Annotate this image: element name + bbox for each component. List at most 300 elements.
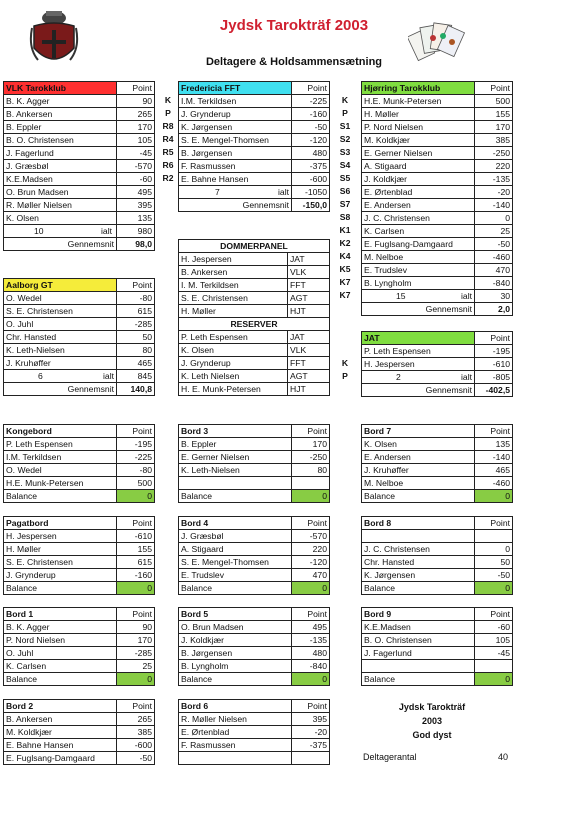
player-name: K. Carlsen (362, 225, 475, 238)
balance-value: 0 (475, 582, 513, 595)
player-points: 480 (292, 647, 330, 660)
panel-row (179, 357, 330, 370)
player-row (362, 199, 513, 212)
player-row (4, 292, 155, 305)
balance-label: Balance (179, 490, 292, 503)
player-name: E. Trudslev (362, 264, 475, 277)
player-row (4, 305, 155, 318)
board-row (4, 621, 155, 634)
player-name: O. Wedel (4, 464, 117, 477)
board-row (179, 634, 330, 647)
role-label: R4 (162, 134, 174, 144)
player-points: 500 (117, 477, 155, 490)
footer-greeting: God dyst (412, 730, 452, 740)
player-points: 170 (292, 438, 330, 451)
board-row (179, 451, 330, 464)
player-points: 105 (475, 634, 513, 647)
player-points: -20 (292, 726, 330, 739)
balance-value: 0 (292, 490, 330, 503)
player-name: E. Bahne Hansen (179, 173, 292, 186)
board-row (362, 477, 513, 490)
player-name: B. K. Agger (4, 621, 117, 634)
player-points: 470 (292, 569, 330, 582)
board-row (362, 530, 513, 543)
player-name (179, 477, 292, 490)
player-points: 615 (117, 305, 155, 318)
board-row (362, 660, 513, 673)
player-row (4, 147, 155, 160)
panel-row (179, 253, 330, 266)
player-points: -225 (117, 451, 155, 464)
player-name: P. Leth Espensen (362, 345, 475, 358)
player-row (179, 173, 330, 186)
player-name: J. Græsbøl (4, 160, 117, 173)
player-points: 50 (117, 331, 155, 344)
balance-label: Balance (4, 582, 117, 595)
player-row (4, 108, 155, 121)
board-row (179, 726, 330, 739)
balance-label: Balance (179, 582, 292, 595)
player-points: -135 (475, 173, 513, 186)
panel-name: H. Jespersen (179, 253, 288, 266)
board-name: Kongebord (4, 425, 117, 438)
player-points: 265 (117, 713, 155, 726)
panel-club: HJT (288, 305, 330, 318)
board-table: Bord 5 Point O. Brun Madsen 495 J. Koldkjær -135 B. Jørgensen 480 B. Lyngholm -840 Balance 0 (178, 607, 330, 686)
player-name: J. Fagerlund (4, 147, 117, 160)
role-label: K7 (339, 277, 351, 287)
player-name: J. Græsbøl (179, 530, 292, 543)
player-name: M. Koldkjær (362, 134, 475, 147)
board-table: Bord 6 Point R. Møller Nielsen 395 E. Ørtenblad -20 F. Rasmussen -375 (178, 699, 330, 765)
team-table-hjorring: Hjørring Tarokklub Point H.E. Munk-Petersen 500 H. Møller 155 P. Nord Nielsen 170 M. Koldkjær 385 E. Gerner Nielsen -250 A. Stigaard 220 J. Koldkjær -135 E. Ørtenblad -20 E. Andersen -140 J. C. Christensen 0 K. Carlsen 25 E. Fuglsang-Damgaard -50 M. Nelboe -460 E. Trudslev 470 B. Lyngholm -840 15 ialt 30 Gennemsnit 2,0 (361, 81, 513, 316)
player-row (4, 212, 155, 225)
player-name: K. Leth-Nielsen (179, 464, 292, 477)
board-table: Bord 8 Point J. C. Christensen 0 Chr. Hansted 50 K. Jørgensen -50 Balance 0 (361, 516, 513, 595)
player-name: E. Ørtenblad (362, 186, 475, 199)
balance-value: 0 (475, 490, 513, 503)
role-label: S5 (339, 173, 351, 183)
player-name: P. Leth Espensen (4, 438, 117, 451)
role-label: K1 (339, 225, 351, 235)
panel-row (179, 383, 330, 396)
player-points: -160 (292, 108, 330, 121)
board-row (179, 660, 330, 673)
player-name: P. Nord Nielsen (362, 121, 475, 134)
player-name: B. Eppler (179, 438, 292, 451)
player-points: 80 (292, 464, 330, 477)
player-row (362, 225, 513, 238)
board-table: Bord 3 Point B. Eppler 170 E. Gerner Nielsen -250 K. Leth-Nielsen 80 Balance 0 (178, 424, 330, 503)
role-label: K (164, 95, 172, 105)
player-points: -50 (475, 569, 513, 582)
player-points: -570 (117, 160, 155, 173)
dommerpanel-table: DOMMERPANEL H. Jespersen JAT B. Ankersen VLK I. M. Terkildsen FFT S. E. Christensen AGT H. Møller HJT RESERVER P. Leth Espensen JAT K. Olsen VLK J. Grynderup FFT K. Leth Nielsen AGT H. E. Munk-Petersen HJT (178, 239, 330, 396)
player-points: -60 (117, 173, 155, 186)
panel-row (179, 370, 330, 383)
player-name: K. Jørgensen (179, 121, 292, 134)
player-points: -160 (117, 569, 155, 582)
player-name: K. Leth-Nielsen (4, 344, 117, 357)
panel-club: FFT (288, 357, 330, 370)
panel-club: VLK (288, 344, 330, 357)
player-points (475, 530, 513, 543)
player-points: 105 (117, 134, 155, 147)
player-name: Chr. Hansted (362, 556, 475, 569)
player-row (362, 212, 513, 225)
player-row (362, 238, 513, 251)
player-name: E. Gerner Nielsen (362, 147, 475, 160)
player-points: -250 (292, 451, 330, 464)
player-name: E. Bahne Hansen (4, 739, 117, 752)
player-name: B. Ankersen (4, 108, 117, 121)
player-name: M. Nelboe (362, 251, 475, 264)
player-points: -285 (117, 647, 155, 660)
player-name: H. Møller (362, 108, 475, 121)
panel-name: P. Leth Espensen (179, 331, 288, 344)
player-points: -250 (475, 147, 513, 160)
player-name: H.E. Munk-Petersen (4, 477, 117, 490)
player-points: -375 (292, 160, 330, 173)
player-row (179, 121, 330, 134)
player-points: 385 (475, 134, 513, 147)
panel-club: AGT (288, 292, 330, 305)
player-row (362, 277, 513, 290)
player-name: H.E. Munk-Petersen (362, 95, 475, 108)
team-table-jat: JAT Point P. Leth Espensen -195 H. Jespersen -610 2 ialt -805 Gennemsnit -402,5 (361, 331, 513, 397)
player-name: O. Brun Madsen (179, 621, 292, 634)
role-label: K7 (339, 290, 351, 300)
board-row (4, 726, 155, 739)
balance-value: 0 (117, 673, 155, 686)
player-points: 0 (475, 212, 513, 225)
role-label: R5 (162, 147, 174, 157)
player-row (4, 199, 155, 212)
player-points (475, 660, 513, 673)
panel-name: H. Møller (179, 305, 288, 318)
player-row (4, 318, 155, 331)
board-row (4, 477, 155, 490)
player-name: J. Grynderup (179, 108, 292, 121)
role-label: S3 (339, 147, 351, 157)
player-row (4, 134, 155, 147)
board-name: Bord 9 (362, 608, 475, 621)
role-label: R2 (162, 173, 174, 183)
board-name: Pagatbord (4, 517, 117, 530)
player-name: K. Olsen (4, 212, 117, 225)
board-row (4, 464, 155, 477)
board-table: Bord 2 Point B. Ankersen 265 M. Koldkjær 385 E. Bahne Hansen -600 E. Fuglsang-Damgaard -50 (3, 699, 155, 765)
playing-cards-icon (408, 18, 468, 70)
role-label: S2 (339, 134, 351, 144)
player-points: -570 (292, 530, 330, 543)
panel-club: JAT (288, 253, 330, 266)
player-points: -120 (292, 134, 330, 147)
board-row (362, 451, 513, 464)
board-row (179, 556, 330, 569)
player-points: -120 (292, 556, 330, 569)
player-row (362, 108, 513, 121)
role-label: P (342, 108, 348, 118)
player-name: S. E. Mengel-Thomsen (179, 556, 292, 569)
role-label: K5 (339, 264, 351, 274)
board-name: Bord 5 (179, 608, 292, 621)
player-points: 155 (117, 543, 155, 556)
board-row (4, 739, 155, 752)
player-points: 385 (117, 726, 155, 739)
panel-row (179, 292, 330, 305)
player-points: -50 (117, 752, 155, 765)
player-points: -195 (475, 345, 513, 358)
role-label: S1 (339, 121, 351, 131)
player-row (4, 186, 155, 199)
player-name: S. E. Christensen (4, 556, 117, 569)
player-points: 0 (475, 543, 513, 556)
board-row (4, 752, 155, 765)
player-points: 465 (475, 464, 513, 477)
balance-value: 0 (292, 582, 330, 595)
player-name: I.M. Terkildsen (179, 95, 292, 108)
balance-value: 0 (292, 673, 330, 686)
player-name: E. Fuglsang-Damgaard (4, 752, 117, 765)
balance-value: 0 (475, 673, 513, 686)
board-name: Bord 3 (179, 425, 292, 438)
player-row (179, 160, 330, 173)
player-name: K. Jørgensen (362, 569, 475, 582)
player-row (4, 95, 155, 108)
panel-club: VLK (288, 266, 330, 279)
player-name: J. Grynderup (4, 569, 117, 582)
player-points: -600 (292, 173, 330, 186)
player-name: A. Stigaard (362, 160, 475, 173)
player-points: 170 (117, 121, 155, 134)
player-points: 135 (475, 438, 513, 451)
player-name: J. C. Christensen (362, 543, 475, 556)
board-row (4, 530, 155, 543)
role-label: S8 (339, 212, 351, 222)
board-row (4, 660, 155, 673)
player-row (362, 121, 513, 134)
player-points: 135 (117, 212, 155, 225)
player-name: B. Lyngholm (362, 277, 475, 290)
player-points: 495 (117, 186, 155, 199)
footer-title: Jydsk Tarokträf (398, 702, 466, 712)
player-points: -840 (475, 277, 513, 290)
board-row (179, 647, 330, 660)
balance-label: Balance (362, 582, 475, 595)
panel-club: HJT (288, 383, 330, 396)
participant-count-label: Deltagerantal (363, 752, 417, 762)
player-name: B. Jørgensen (179, 647, 292, 660)
player-points: -610 (475, 358, 513, 371)
role-label: K2 (339, 238, 351, 248)
player-row (362, 134, 513, 147)
player-name: B. O. Christensen (362, 634, 475, 647)
player-name: O. Juhl (4, 318, 117, 331)
team-table-fft: Fredericia FFT Point I.M. Terkildsen -225 J. Grynderup -160 K. Jørgensen -50 S. E. Mengel-Thomsen -120 B. Jørgensen 480 F. Rasmussen -375 E. Bahne Hansen -600 7 ialt -1050 Gennemsnit -150,0 (178, 81, 330, 212)
board-name: Bord 4 (179, 517, 292, 530)
role-label: K (341, 358, 349, 368)
board-row (4, 451, 155, 464)
player-name: J. C. Christensen (362, 212, 475, 225)
player-name: M. Nelboe (362, 477, 475, 490)
board-row (362, 634, 513, 647)
player-name: I.M. Terkildsen (4, 451, 117, 464)
player-points: 465 (117, 357, 155, 370)
board-name: Bord 2 (4, 700, 117, 713)
board-row (179, 621, 330, 634)
player-points: -460 (475, 251, 513, 264)
role-label: P (165, 108, 171, 118)
player-name: A. Stigaard (179, 543, 292, 556)
role-label: K4 (339, 251, 351, 261)
player-row (4, 173, 155, 186)
footer-year: 2003 (421, 716, 443, 726)
player-name: E. Trudslev (179, 569, 292, 582)
player-row (362, 345, 513, 358)
panel-club: FFT (288, 279, 330, 292)
player-points: 500 (475, 95, 513, 108)
team-table-vlk: VLK Tarokklub Point B. K. Agger 90 B. Ankersen 265 B. Eppler 170 B. O. Christensen 105 J. Fagerlund -45 J. Græsbøl -570 K.E.Madsen -60 O. Brun Madsen 495 R. Møller Nielsen 395 K. Olsen 135 10 ialt 980 Gennemsnit 98,0 (3, 81, 155, 251)
player-points (292, 477, 330, 490)
player-row (362, 95, 513, 108)
board-row (362, 464, 513, 477)
panel-row (179, 279, 330, 292)
panel-row (179, 305, 330, 318)
player-row (179, 147, 330, 160)
player-row (4, 160, 155, 173)
board-name: Bord 1 (4, 608, 117, 621)
board-row (4, 713, 155, 726)
player-name (362, 660, 475, 673)
panel-name: J. Grynderup (179, 357, 288, 370)
player-row (4, 331, 155, 344)
team-name: VLK Tarokklub (4, 82, 117, 95)
player-points: 155 (475, 108, 513, 121)
board-row (4, 569, 155, 582)
player-name: E. Andersen (362, 451, 475, 464)
board-row (362, 621, 513, 634)
player-name: E. Fuglsang-Damgaard (362, 238, 475, 251)
panel-club: JAT (288, 331, 330, 344)
player-name: H. Jespersen (4, 530, 117, 543)
player-points: 25 (475, 225, 513, 238)
page-title: Jydsk Tarokträf 2003 (219, 17, 369, 34)
player-points: 495 (292, 621, 330, 634)
player-name: E. Ørtenblad (179, 726, 292, 739)
balance-label: Balance (362, 673, 475, 686)
player-name: R. Møller Nielsen (4, 199, 117, 212)
player-points: -610 (117, 530, 155, 543)
player-row (362, 358, 513, 371)
player-name: B. Eppler (4, 121, 117, 134)
balance-label: Balance (4, 673, 117, 686)
player-points: -20 (475, 186, 513, 199)
player-points: -45 (117, 147, 155, 160)
board-table: Bord 4 Point J. Græsbøl -570 A. Stigaard 220 S. E. Mengel-Thomsen -120 E. Trudslev 470 Balance 0 (178, 516, 330, 595)
player-points: -285 (117, 318, 155, 331)
player-name: S. E. Mengel-Thomsen (179, 134, 292, 147)
board-row (362, 569, 513, 582)
player-name: S. E. Christensen (4, 305, 117, 318)
player-points: 470 (475, 264, 513, 277)
panel-name: B. Ankersen (179, 266, 288, 279)
balance-value: 0 (117, 582, 155, 595)
page-subtitle: Deltagere & Holdsammensætning (205, 56, 383, 68)
player-points: 395 (292, 713, 330, 726)
player-row (362, 173, 513, 186)
player-name: J. Koldkjær (362, 173, 475, 186)
role-label: S7 (339, 199, 351, 209)
player-name: F. Rasmussen (179, 160, 292, 173)
board-row (179, 752, 330, 765)
player-points: -375 (292, 739, 330, 752)
board-name: Bord 7 (362, 425, 475, 438)
board-row (4, 438, 155, 451)
participant-count: 40 (498, 752, 509, 762)
board-row (362, 438, 513, 451)
player-points: -460 (475, 477, 513, 490)
player-points: 170 (117, 634, 155, 647)
player-points: 80 (117, 344, 155, 357)
balance-label: Balance (4, 490, 117, 503)
player-name: J. Fagerlund (362, 647, 475, 660)
board-table: Pagatbord Point H. Jespersen -610 H. Møller 155 S. E. Christensen 615 J. Grynderup -160 Balance 0 (3, 516, 155, 595)
player-points: -600 (117, 739, 155, 752)
board-row (362, 543, 513, 556)
player-name: O. Brun Madsen (4, 186, 117, 199)
board-row (179, 530, 330, 543)
balance-label: Balance (179, 673, 292, 686)
board-name: Bord 6 (179, 700, 292, 713)
board-table: Kongebord Point P. Leth Espensen -195 I.M. Terkildsen -225 O. Wedel -80 H.E. Munk-Petersen 500 Balance 0 (3, 424, 155, 503)
panel-row (179, 331, 330, 344)
board-row (179, 464, 330, 477)
player-row (179, 95, 330, 108)
board-row (179, 713, 330, 726)
player-name: J. Koldkjær (179, 634, 292, 647)
player-points: -135 (292, 634, 330, 647)
player-name: J. Kruhøffer (362, 464, 475, 477)
player-name (179, 752, 292, 765)
board-table: Bord 9 Point K.E.Madsen -60 B. O. Christensen 105 J. Fagerlund -45 Balance 0 (361, 607, 513, 686)
board-row (4, 647, 155, 660)
role-label: S4 (339, 160, 351, 170)
player-row (362, 186, 513, 199)
panel-name: H. E. Munk-Petersen (179, 383, 288, 396)
player-points: -50 (292, 121, 330, 134)
role-label: S6 (339, 186, 351, 196)
player-points (292, 752, 330, 765)
player-points: 220 (475, 160, 513, 173)
player-name: P. Nord Nielsen (4, 634, 117, 647)
player-name: E. Gerner Nielsen (179, 451, 292, 464)
player-name: B. O. Christensen (4, 134, 117, 147)
player-row (179, 134, 330, 147)
role-label: K (341, 95, 349, 105)
player-points: -60 (475, 621, 513, 634)
role-label: R6 (162, 160, 174, 170)
player-points: 50 (475, 556, 513, 569)
player-points: -50 (475, 238, 513, 251)
player-points: 170 (475, 121, 513, 134)
player-points: -140 (475, 199, 513, 212)
player-row (362, 147, 513, 160)
balance-value: 0 (117, 490, 155, 503)
player-name: H. Møller (4, 543, 117, 556)
board-row (362, 647, 513, 660)
panel-row (179, 344, 330, 357)
